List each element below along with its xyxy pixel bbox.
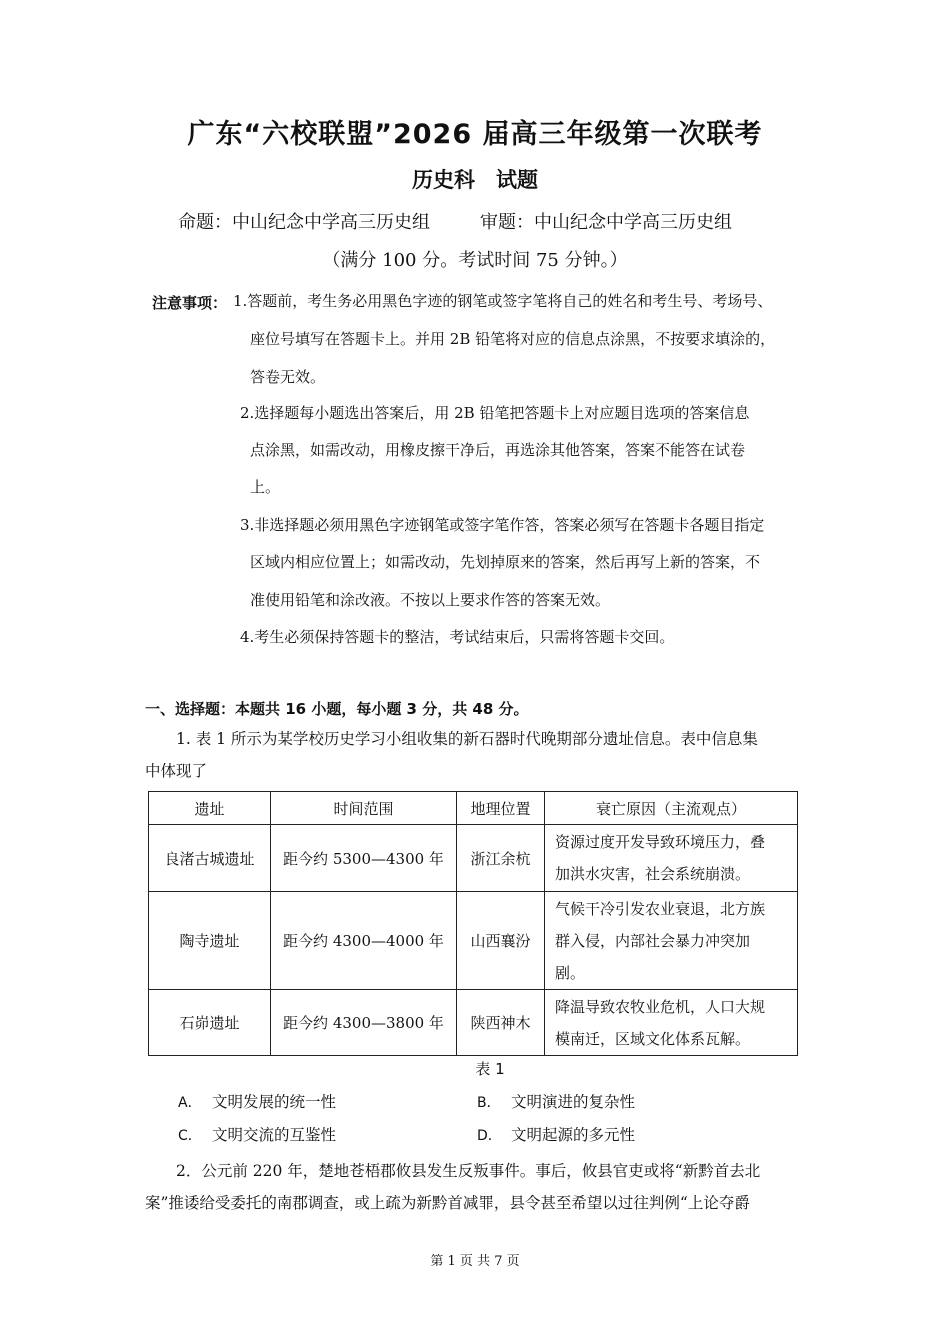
option-a[interactable] xyxy=(178,1090,336,1112)
site-table xyxy=(148,791,798,1056)
exam-subtitle: 历史科 试题 xyxy=(412,168,538,192)
site-name: 良渚古城遗址 xyxy=(149,825,271,892)
note-2-line-2: 点涂黑，如需改动，用橡皮擦干净后，再选涂其他答案，答案不能答在试卷 xyxy=(250,441,746,459)
note-2-line-1: 2.选择题每小题选出答案后，用 2B 铅笔把答题卡上对应题目选项的答案信息 xyxy=(240,404,750,422)
note-1-line-1: 1.答题前，考生务必用黑色字迹的钢笔或签字笔将自己的姓名和考生号、考场号、 xyxy=(233,292,773,310)
option-c-text: 文明交流的互鉴性 xyxy=(212,1126,337,1144)
q1-stem-line-2: 中体现了 xyxy=(145,762,208,780)
reason-line: 加洪水灾害，社会系统崩溃。 xyxy=(555,865,751,883)
table-caption: 表 1 xyxy=(475,1060,505,1078)
reason-line: 气候干冷引发农业衰退，北方族 xyxy=(555,899,766,918)
q2-stem-line-1: 2．公元前 220 年，楚地苍梧郡攸县发生反叛事件。事后，攸县官吏或将“新黔首去北 xyxy=(176,1162,761,1180)
time-range: 距今约 4300—4000 年 xyxy=(271,892,457,990)
table-header-cell: 衰亡原因（主流观点） xyxy=(545,792,798,825)
full-mark-line: （满分 100 分。考试时间 75 分钟。） xyxy=(322,250,628,271)
reason-line: 剧。 xyxy=(555,963,586,982)
table-row xyxy=(149,892,798,990)
note-3-line-2: 区域内相应位置上；如需改动，先划掉原来的答案，然后再写上新的答案，不 xyxy=(250,553,761,571)
q1-stem-line-1: 1. 表 1 所示为某学校历史学习小组收集的新石器时代晚期部分遗址信息。表中信息集 xyxy=(176,730,758,748)
option-a-text: 文明发展的统一性 xyxy=(212,1093,337,1111)
exam-title: 广东“六校联盟”2026 届高三年级第一次联考 xyxy=(187,119,763,150)
note-1-line-2: 座位号填写在答题卡上。并用 2B 铅笔将对应的信息点涂黑，不按要求填涂的， xyxy=(250,330,776,348)
note-1-line-3: 答卷无效。 xyxy=(250,368,326,386)
note-2-line-3: 上。 xyxy=(250,478,281,496)
reason-line: 模南迁，区域文化体系瓦解。 xyxy=(555,1029,751,1048)
table-row xyxy=(149,990,798,1056)
table-header-cell: 时间范围 xyxy=(271,792,457,825)
location: 陕西神木 xyxy=(457,990,545,1056)
decline-reason xyxy=(545,825,798,892)
table-header-cell: 遗址 xyxy=(149,792,271,825)
page-number: 第 1 页 共 7 页 xyxy=(430,1254,520,1269)
reason-line: 群入侵，内部社会暴力冲突加 xyxy=(555,931,751,950)
location: 山西襄汾 xyxy=(457,892,545,990)
option-c[interactable] xyxy=(178,1123,336,1145)
proposer: 命题：中山纪念中学高三历史组 xyxy=(178,212,430,233)
section-heading: 一、选择题：本题共 16 小题，每小题 3 分，共 48 分。 xyxy=(145,700,529,718)
reason-line: 资源过度开发导致环境压力，叠 xyxy=(555,833,766,851)
reason-line: 降温导致农牧业危机，人口大规 xyxy=(555,997,766,1016)
table-header-cell: 地理位置 xyxy=(457,792,545,825)
option-d-label: D． xyxy=(477,1128,502,1144)
note-3-line-1: 3.非选择题必须用黑色字迹钢笔或签字笔作答，答案必须写在答题卡各题目指定 xyxy=(240,516,765,534)
time-range: 距今约 4300—3800 年 xyxy=(271,990,457,1056)
q2-stem-line-2: 案”推诿给受委托的南郡调查，或上疏为新黔首减罪，县令甚至希望以过往判例“上论夺爵 xyxy=(145,1194,750,1212)
decline-reason xyxy=(545,892,798,990)
option-d[interactable] xyxy=(477,1123,635,1145)
site-name: 陶寺遗址 xyxy=(149,892,271,990)
option-b-text: 文明演进的复杂性 xyxy=(511,1093,636,1111)
time-range: 距今约 5300—4300 年 xyxy=(271,825,457,892)
option-d-text: 文明起源的多元性 xyxy=(511,1126,636,1144)
location: 浙江余杭 xyxy=(457,825,545,892)
decline-reason xyxy=(545,990,798,1056)
option-b[interactable] xyxy=(477,1090,635,1112)
option-a-label: A． xyxy=(178,1095,202,1111)
note-3-line-3: 准使用铅笔和涂改液。不按以上要求作答的答案无效。 xyxy=(250,591,611,609)
note-4-line-1: 4.考生必须保持答题卡的整洁，考试结束后，只需将答题卡交回。 xyxy=(240,628,675,646)
option-c-label: C． xyxy=(178,1128,202,1144)
site-name: 石峁遗址 xyxy=(149,990,271,1056)
table-row xyxy=(149,825,798,892)
notes-heading: 注意事项： xyxy=(152,294,228,312)
reviewer: 审题：中山纪念中学高三历史组 xyxy=(480,212,732,233)
option-b-label: B． xyxy=(477,1095,501,1111)
authors-line xyxy=(178,208,732,234)
table-header-row xyxy=(149,792,798,825)
